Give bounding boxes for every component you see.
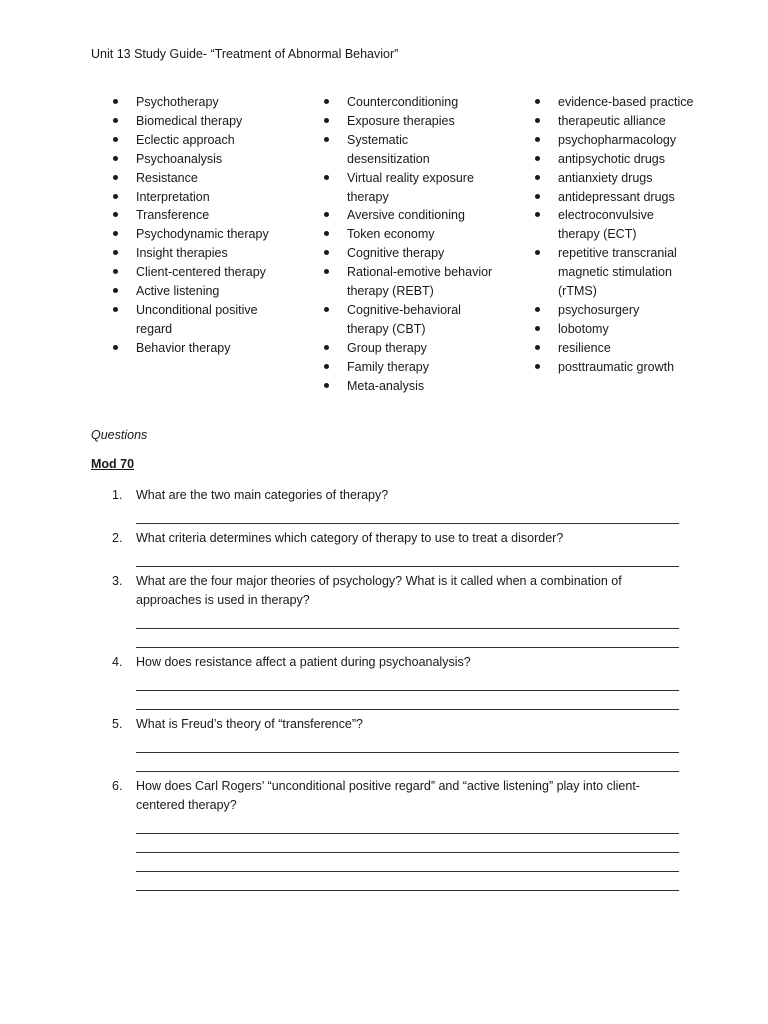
answer-line[interactable] <box>136 834 679 853</box>
question-text: What criteria determines which category of therapy to use to treat a disorder? <box>136 531 564 545</box>
term-item: Biomedical therapy <box>113 112 273 131</box>
term-item: electroconvulsive therapy (ECT) <box>535 206 695 244</box>
answer-line[interactable] <box>136 853 679 872</box>
answer-line[interactable] <box>136 548 679 567</box>
term-item: Psychoanalysis <box>113 150 273 169</box>
term-item: Meta-analysis <box>324 377 494 396</box>
question-text: What is Freud’s theory of “transference”? <box>136 717 363 731</box>
answer-line[interactable] <box>136 672 679 691</box>
question-item <box>104 529 679 567</box>
term-item: Cognitive-behavioral therapy (CBT) <box>324 301 494 339</box>
module-heading: Mod 70 <box>91 457 135 471</box>
answer-line[interactable] <box>136 872 679 891</box>
term-item: Insight therapies <box>113 244 273 263</box>
term-item: Counterconditioning <box>324 93 494 112</box>
term-item: Psychodynamic therapy <box>113 225 273 244</box>
term-item: Client-centered therapy <box>113 263 273 282</box>
answer-line[interactable] <box>136 734 679 753</box>
question-text: How does Carl Rogers’ “unconditional positive regard” and “active listening” play into client-centered therapy? <box>136 779 640 812</box>
term-item: lobotomy <box>535 320 695 339</box>
question-item <box>104 572 679 648</box>
questions-heading: Questions <box>91 428 148 442</box>
term-item: psychosurgery <box>535 301 695 320</box>
page-title: Unit 13 Study Guide- “Treatment of Abnormal Behavior” <box>91 47 399 61</box>
term-item: Token economy <box>324 225 494 244</box>
term-item: Resistance <box>113 169 273 188</box>
term-item: Virtual reality exposure therapy <box>324 169 494 207</box>
answer-line[interactable] <box>136 610 679 629</box>
question-number: 2. <box>112 531 123 545</box>
question-number: 6. <box>112 779 123 793</box>
term-item: antidepressant drugs <box>535 188 695 207</box>
question-text: What are the four major theories of psychology? What is it called when a combination of approaches is used in therapy? <box>136 574 622 607</box>
term-item: antipsychotic drugs <box>535 150 695 169</box>
question-item <box>104 486 679 524</box>
answer-line[interactable] <box>136 691 679 710</box>
term-item: Interpretation <box>113 188 273 207</box>
term-item: Group therapy <box>324 339 494 358</box>
term-item: antianxiety drugs <box>535 169 695 188</box>
question-item <box>104 715 679 772</box>
answer-line[interactable] <box>136 629 679 648</box>
term-item: Systematic desensitization <box>324 131 494 169</box>
term-item: repetitive transcranial magnetic stimulation (rTMS) <box>535 244 695 301</box>
answer-line[interactable] <box>136 753 679 772</box>
question-number: 4. <box>112 655 123 669</box>
question-number: 5. <box>112 717 123 731</box>
term-item: evidence-based practice <box>535 93 695 112</box>
term-item: resilience <box>535 339 695 358</box>
term-item: therapeutic alliance <box>535 112 695 131</box>
term-item: Rational-emotive behavior therapy (REBT) <box>324 263 494 301</box>
term-item: psychopharmacology <box>535 131 695 150</box>
term-item: Unconditional positive regard <box>113 301 273 339</box>
question-number: 1. <box>112 488 123 502</box>
term-item: Family therapy <box>324 358 494 377</box>
terms-column-2 <box>324 93 494 396</box>
answer-line[interactable] <box>136 505 679 524</box>
answer-line[interactable] <box>136 815 679 834</box>
term-item: Transference <box>113 206 273 225</box>
term-item: Behavior therapy <box>113 339 273 358</box>
terms-column-3 <box>535 93 695 377</box>
term-item: Exposure therapies <box>324 112 494 131</box>
term-item: Psychotherapy <box>113 93 273 112</box>
question-item <box>104 777 679 891</box>
question-text: What are the two main categories of therapy? <box>136 488 389 502</box>
term-item: Aversive conditioning <box>324 206 494 225</box>
term-item: Active listening <box>113 282 273 301</box>
question-number: 3. <box>112 574 123 588</box>
term-item: Cognitive therapy <box>324 244 494 263</box>
term-item: posttraumatic growth <box>535 358 695 377</box>
question-item <box>104 653 679 710</box>
terms-column-1 <box>113 93 273 358</box>
question-list <box>104 486 679 896</box>
term-item: Eclectic approach <box>113 131 273 150</box>
question-text: How does resistance affect a patient during psychoanalysis? <box>136 655 471 669</box>
